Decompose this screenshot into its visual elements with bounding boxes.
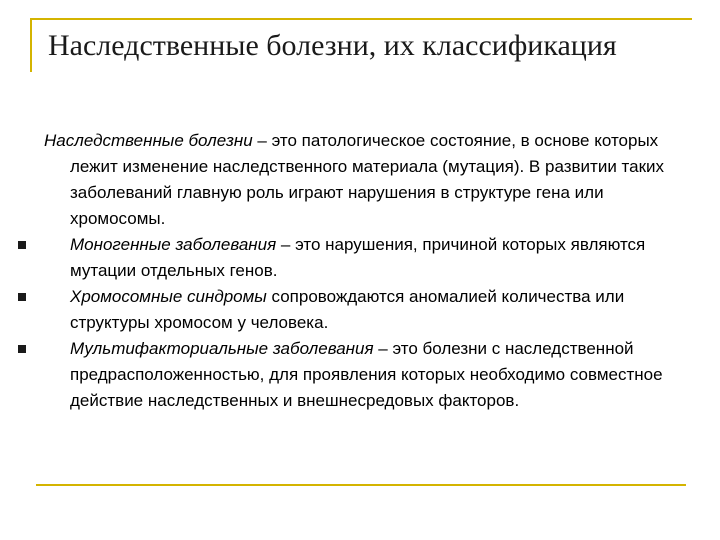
slide-title: Наследственные болезни, их классификация [48,29,617,62]
intro-text: – это патологическое состояние, в основе которых лежит изменение наследственного материала (мутация). В развитии таких заболеваний главную роль играют нарушения в структуре гена или хромосомы. [70,131,665,228]
bullet-text: сопровождаются аномалией количества или структуры хромосом у человека. [70,287,625,332]
intro-term: Наследственные болезни [44,131,253,150]
slide-content [44,128,684,414]
intro-paragraph [44,128,684,232]
bullet-term: Хромосомные синдромы [70,287,267,306]
bullet-item-monogenic [44,232,684,284]
bullet-text: – это нарушения, причиной которых являются мутации отдельных генов. [70,235,646,280]
footer-divider [36,484,686,486]
bullet-item-multifactorial [44,336,684,414]
square-bullet-icon [18,293,26,301]
bullet-text: – это болезни с наследственной предрасположенностью, для проявления которых необходимо совместное действие наследственных и внешнесредовых факторов. [70,339,663,410]
bullet-term: Мультифакториальные заболевания [70,339,374,358]
square-bullet-icon [18,241,26,249]
square-bullet-icon [18,345,26,353]
bullet-item-chromosomal [44,284,684,336]
bullet-term: Моногенные заболевания [70,235,277,254]
